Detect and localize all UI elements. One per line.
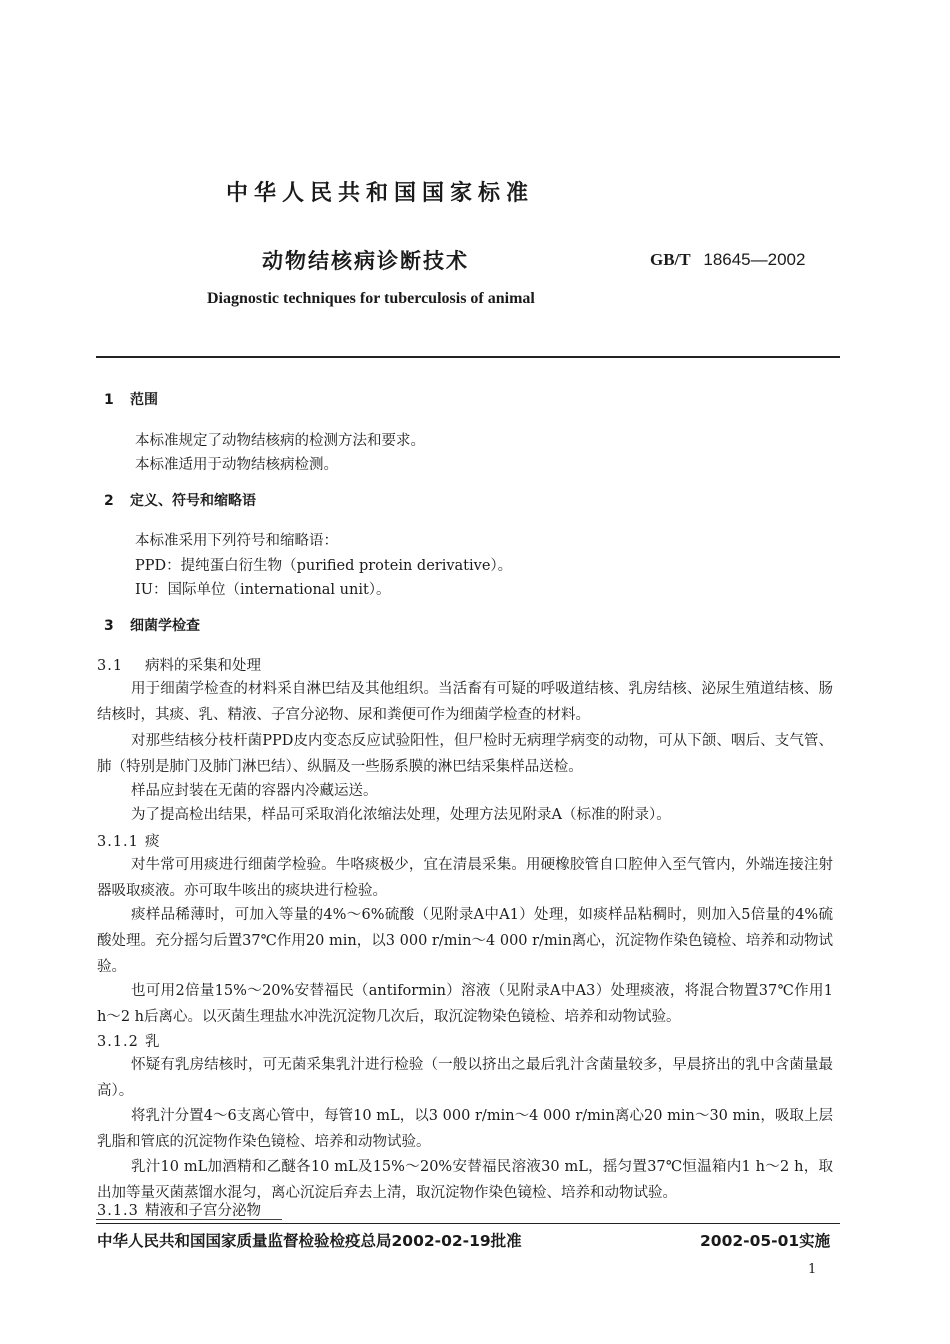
document-title-en: Diagnostic techniques for tuberculosis of animal bbox=[207, 290, 535, 307]
section-title: 定义、符号和缩略语 bbox=[130, 493, 256, 509]
subsection-title: 痰 bbox=[145, 834, 160, 850]
subsection-3-1-1-para-1: 对牛常可用痰进行细菌学检验。牛咯痰极少，宜在清晨采集。用硬橡胶管自口腔伸入至气管内，外端连接注射器吸取痰液。亦可取牛咳出的痰块进行检验。 bbox=[97, 857, 833, 899]
subsection-3-1-1-heading bbox=[97, 830, 160, 851]
section-2-para-2: PPD：提纯蛋白衍生物（purified protein derivative）。 bbox=[135, 558, 513, 574]
subsection-underline bbox=[96, 1219, 282, 1220]
standard-number bbox=[650, 250, 805, 270]
subsection-number: 3.1.3 bbox=[97, 1203, 139, 1219]
subsection-number: 3.1.1 bbox=[97, 834, 139, 850]
header-divider bbox=[96, 356, 840, 358]
section-number: 2 bbox=[104, 493, 114, 509]
standard-code: 18645—2002 bbox=[703, 250, 806, 269]
section-1-para-1: 本标准规定了动物结核病的检测方法和要求。 bbox=[135, 433, 425, 449]
subsection-3-1-2-para-2: 将乳汁分置4～6支离心管中，每管10 mL，以3 000 r/min～4 000 r/min离心20 min～30 min，吸取上层乳脂和管底的沉淀物作染色镜检、培养和动物试验。 bbox=[97, 1108, 833, 1150]
section-title: 范围 bbox=[130, 392, 158, 408]
subsection-3-1-2-heading bbox=[97, 1030, 160, 1051]
subsection-3-1-2-para-1: 怀疑有乳房结核时，可无菌采集乳汁进行检验（一般以挤出之最后乳汁含菌量较多，早晨挤出的乳中含菌量最高）。 bbox=[97, 1057, 833, 1099]
section-2-heading bbox=[104, 490, 256, 510]
section-number: 1 bbox=[104, 392, 114, 408]
section-3-heading bbox=[104, 615, 200, 635]
subsection-3-1-3-heading bbox=[97, 1199, 261, 1220]
subsection-number: 3.1.2 bbox=[97, 1034, 139, 1050]
document-title-cn: 动物结核病诊断技术 bbox=[262, 249, 469, 273]
subsection-number: 3.1 bbox=[97, 658, 124, 674]
footer-divider bbox=[96, 1223, 840, 1224]
subsection-3-1-heading bbox=[97, 654, 261, 675]
effective-date: 2002-05-01实施 bbox=[700, 1232, 831, 1250]
subsection-3-1-1-para-3: 也可用2倍量15%～20%安替福民（antiformin）溶液（见附录A中A3）处理痰液，将混合物置37℃作用1 h～2 h后离心。以灭菌生理盐水冲洗沉淀物几次后，取沉淀物染色镜检、培养和动物试验。 bbox=[97, 983, 833, 1025]
national-standard-heading: 中华人民共和国国家标准 bbox=[225, 181, 534, 206]
section-1-heading bbox=[104, 389, 158, 409]
section-number: 3 bbox=[104, 618, 114, 634]
issuing-authority: 中华人民共和国国家质量监督检验检疫总局2002-02-19批准 bbox=[97, 1232, 522, 1250]
subsection-title: 乳 bbox=[145, 1034, 160, 1050]
section-title: 细菌学检查 bbox=[130, 618, 200, 634]
subsection-3-1-2-para-3: 乳汁10 mL加酒精和乙醚各10 mL及15%～20%安替福民溶液30 mL，摇匀置37℃恒温箱内1 h～2 h，取出加等量灭菌蒸馏水混匀，离心沉淀后弃去上清，取沉淀物作染色镜检、培养和动物试验。 bbox=[97, 1159, 833, 1201]
section-1-para-2: 本标准适用于动物结核病检测。 bbox=[135, 457, 338, 473]
page-number: 1 bbox=[808, 1262, 817, 1277]
subsection-3-1-1-para-2: 痰样品稀薄时，可加入等量的4%～6%硫酸（见附录A中A1）处理，如痰样品粘稠时，则加入5倍量的4%硫酸处理。充分摇匀后置37℃作用20 min，以3 000 r/min～4 000 r/min离心，沉淀物作染色镜检、培养和动物试验。 bbox=[97, 907, 833, 975]
section-2-para-3: IU：国际单位（international unit）。 bbox=[135, 582, 391, 598]
subsection-3-1-para-2: 对那些结核分枝杆菌PPD皮内变态反应试验阳性，但尸检时无病理学病变的动物，可从下颌、咽后、支气管、肺（特别是肺门及肺门淋巴结）、纵膈及一些肠系膜的淋巴结采集样品送检。 bbox=[97, 733, 833, 775]
subsection-title: 精液和子宫分泌物 bbox=[145, 1203, 261, 1219]
subsection-3-1-para-4: 为了提高检出结果，样品可采取消化浓缩法处理，处理方法见附录A（标准的附录）。 bbox=[131, 807, 671, 823]
subsection-3-1-para-3: 样品应封装在无菌的容器内冷藏运送。 bbox=[131, 783, 378, 799]
section-2-para-1: 本标准采用下列符号和缩略语： bbox=[135, 533, 338, 549]
subsection-title: 病料的采集和处理 bbox=[145, 658, 261, 674]
standard-prefix: GB/T bbox=[650, 250, 691, 269]
subsection-3-1-para-1: 用于细菌学检查的材料采自淋巴结及其他组织。当活畜有可疑的呼吸道结核、乳房结核、泌尿生殖道结核、肠结核时，其痰、乳、精液、子宫分泌物、尿和粪便可作为细菌学检查的材料。 bbox=[97, 681, 833, 723]
